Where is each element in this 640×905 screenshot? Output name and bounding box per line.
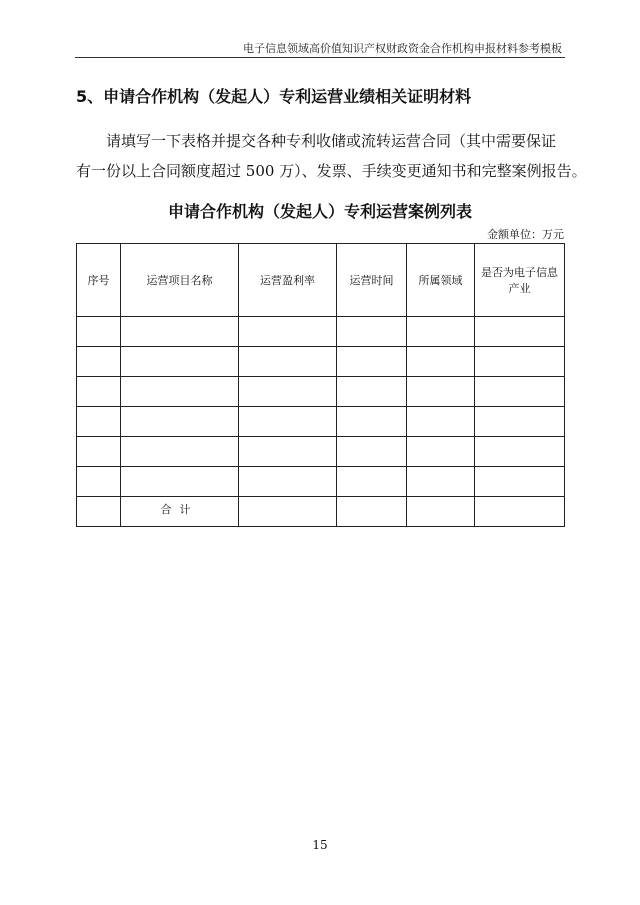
table-row xyxy=(77,317,565,347)
table-cell xyxy=(77,467,121,497)
table-row xyxy=(77,407,565,437)
table-cell xyxy=(475,497,565,527)
table-cell xyxy=(475,467,565,497)
table-total-row xyxy=(77,497,565,527)
table-header-row xyxy=(77,244,565,317)
table-cell xyxy=(77,407,121,437)
section-title: 5、申请合作机构（发起人）专利运营业绩相关证明材料 xyxy=(76,87,472,106)
table-cell xyxy=(121,317,239,347)
instruction-paragraph-line-2: 有一份以上合同额度超过 500 万）、发票、手续变更通知书和完整案例报告。 xyxy=(76,162,587,180)
table-cell xyxy=(475,437,565,467)
header-cell-profit-rate: 运营盈利率 xyxy=(239,244,337,317)
table-cell xyxy=(239,497,337,527)
table-cell xyxy=(337,347,407,377)
instruction-paragraph-line-1: 请填写一下表格并提交各种专利收储或流转运营合同（其中需要保证 xyxy=(106,132,557,150)
table-cell xyxy=(239,467,337,497)
table-row xyxy=(77,347,565,377)
header-cell-operation-time: 运营时间 xyxy=(337,244,407,317)
table-cell xyxy=(337,437,407,467)
table-cell xyxy=(121,347,239,377)
table-cell xyxy=(407,467,475,497)
table-cell xyxy=(407,347,475,377)
header-cell-index: 序号 xyxy=(77,244,121,317)
table-cell xyxy=(77,497,121,527)
table-cell xyxy=(475,317,565,347)
table-cell xyxy=(407,437,475,467)
table-row xyxy=(77,467,565,497)
table-cell xyxy=(407,497,475,527)
table-cell xyxy=(77,347,121,377)
running-header: 电子信息领域高价值知识产权财政资金合作机构申报材料参考模板 xyxy=(243,42,562,55)
total-label: 合计 xyxy=(121,497,239,527)
header-divider xyxy=(75,57,565,58)
table-cell xyxy=(337,317,407,347)
header-cell-field: 所属领域 xyxy=(407,244,475,317)
table-cell xyxy=(337,377,407,407)
table-cell xyxy=(239,407,337,437)
table-cell xyxy=(337,497,407,527)
table-cell xyxy=(121,377,239,407)
amount-unit-note: 金额单位：万元 xyxy=(487,228,564,241)
table-title: 申请合作机构（发起人）专利运营案例列表 xyxy=(167,202,472,221)
table-cell xyxy=(121,467,239,497)
table-cell xyxy=(407,377,475,407)
table-cell xyxy=(77,437,121,467)
table-row xyxy=(77,437,565,467)
table-cell xyxy=(475,347,565,377)
header-cell-project-name: 运营项目名称 xyxy=(121,244,239,317)
header-cell-is-electronic-info: 是否为电子信息产业 xyxy=(475,244,565,317)
table-cell xyxy=(239,377,337,407)
table-cell xyxy=(77,377,121,407)
table-cell xyxy=(337,407,407,437)
table-cell xyxy=(475,377,565,407)
table-cell xyxy=(239,347,337,377)
table-cell xyxy=(77,317,121,347)
table-cell xyxy=(121,437,239,467)
table-cell xyxy=(239,437,337,467)
table-cell xyxy=(239,317,337,347)
table-cell xyxy=(407,317,475,347)
table-cell xyxy=(337,467,407,497)
table-cell xyxy=(407,407,475,437)
page-number: 15 xyxy=(312,838,328,852)
table-cell xyxy=(475,407,565,437)
table-row xyxy=(77,377,565,407)
table-cell xyxy=(121,407,239,437)
case-list-table xyxy=(76,243,565,527)
